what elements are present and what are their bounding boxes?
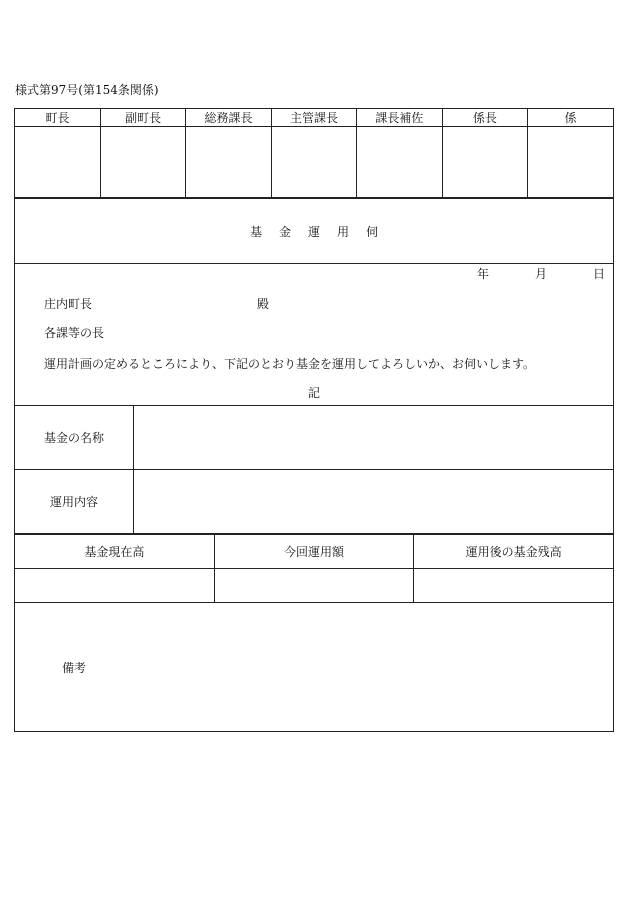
addressee-section-heads: 各課等の長	[44, 326, 105, 340]
operation-content-field[interactable]	[134, 470, 614, 534]
approval-header-general-affairs-chief: 総務課長	[186, 109, 271, 127]
stamp-box-section-chief[interactable]	[442, 127, 527, 198]
approval-header-deputy-mayor: 副町長	[100, 109, 185, 127]
document-title: 基金運用伺	[249, 224, 395, 239]
operation-content-label: 運用内容	[15, 470, 134, 534]
amounts-table	[15, 534, 613, 603]
approval-header-section-chief: 係長	[442, 109, 527, 127]
date-line[interactable]	[477, 265, 605, 282]
operation-amount-field[interactable]	[214, 569, 413, 603]
form-number: 様式第97号(第154条関係)	[15, 83, 159, 97]
fund-details-table	[15, 405, 613, 534]
remarks-section[interactable]	[15, 603, 613, 731]
fund-name-label: 基金の名称	[15, 406, 134, 470]
date-month-label: 月	[534, 267, 547, 281]
date-year-label: 年	[477, 267, 490, 281]
document-title-row	[15, 198, 613, 263]
stamp-box-department-chief[interactable]	[271, 127, 356, 198]
approval-header-assistant-chief: 課長補佐	[357, 109, 442, 127]
request-body	[15, 263, 613, 405]
approval-header-staff: 係	[528, 109, 613, 127]
stamp-box-mayor[interactable]	[15, 127, 100, 198]
ki-heading: 記	[307, 386, 320, 400]
approval-stamp-table	[15, 109, 613, 198]
approval-header-department-chief: 主管課長	[271, 109, 356, 127]
current-balance-header: 基金現在高	[15, 535, 214, 569]
fund-name-field[interactable]	[134, 406, 614, 470]
stamp-box-assistant-chief[interactable]	[357, 127, 442, 198]
date-day-label: 日	[592, 267, 605, 281]
stamp-box-deputy-mayor[interactable]	[100, 127, 185, 198]
post-operation-balance-field[interactable]	[414, 569, 613, 603]
fund-operation-form	[14, 108, 614, 732]
post-operation-balance-header: 運用後の基金残高	[414, 535, 613, 569]
current-balance-field[interactable]	[15, 569, 214, 603]
approval-header-mayor: 町長	[15, 109, 100, 127]
honorific: 殿	[257, 297, 270, 311]
operation-amount-header: 今回運用額	[214, 535, 413, 569]
addressee-mayor: 庄内町長	[44, 297, 93, 311]
remarks-label: 備考	[62, 661, 87, 675]
stamp-box-general-affairs-chief[interactable]	[186, 127, 271, 198]
stamp-box-staff[interactable]	[528, 127, 613, 198]
request-text: 運用計画の定めるところにより、下記のとおり基金を運用してよろしいか、お伺いします。	[44, 357, 536, 371]
